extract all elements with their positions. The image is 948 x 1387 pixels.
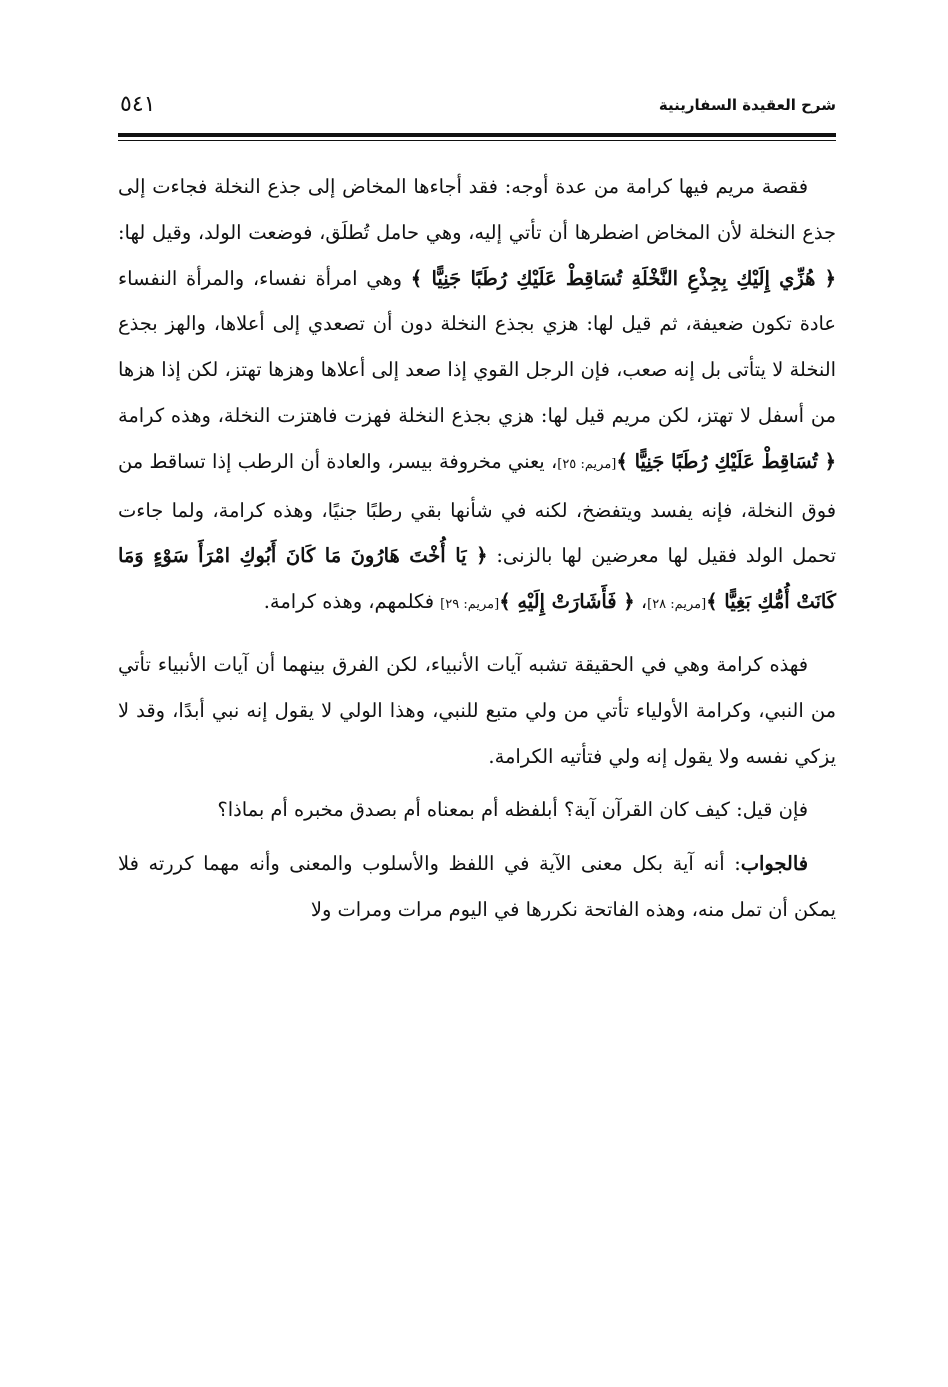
quran-quote: ﴿ هُزِّي إِلَيْكِ بِجِذْعِ النَّخْلَةِ تُسَاقِطْ عَلَيْكِ رُطَبًا جَنِيًّا ﴾ <box>410 266 837 290</box>
quran-quote: ﴿ فَأَشَارَتْ إِلَيْهِ ﴾ <box>499 590 635 614</box>
header-rule-thick <box>118 133 836 137</box>
verse-reference: [مريم: ٢٨] <box>647 597 707 613</box>
paragraph-maryam-story <box>118 164 836 628</box>
page-number: ٥٤١ <box>120 92 156 117</box>
text-run: وهي امرأة نفساء، والمرأة النفساء عادة تكون ضعيفة، ثم قيل لها: هزي بجذع النخلة دون أن تصعدي إلى أعلاها، والهز بجذع النخلة لا يتأتى بل إنه صعب، فإن الرجل القوي إذا صعد إلى أعلاها وهزها تهتز، لكن إذا هزها من أسفل لا تهتز، لكن مريم قيل لها: هزي بجذع النخلة فهزت فاهتزت النخلة، وهذه كرامة <box>118 266 836 427</box>
quran-quote: ﴿ تُسَاقِطْ عَلَيْكِ رُطَبًا جَنِيًّا ﴾ <box>616 449 837 473</box>
header-rule-thin <box>118 140 836 141</box>
text-run: ، <box>634 590 648 614</box>
verse-reference: [مريم: ٢٩] <box>440 597 500 613</box>
running-title: شرح العقيدة السفارينية <box>658 96 836 114</box>
answer-lead: فالجواب <box>740 852 808 876</box>
paragraph-karamah-vs-ayah: فهذه كرامة وهي في الحقيقة تشبه آيات الأنبياء، لكن الفرق بينهما أن آيات الأنبياء تأتي من النبي، وكرامة الأولياء تأتي من ولي متبع للنبي، وهذا الولي لا يقول إنه نبي أبدًا، وقد لا يزكي نفسه ولا يقول إنه ولي فتأتيه الكرامة. <box>118 652 836 768</box>
page-header <box>118 92 836 128</box>
paragraph-question: فإن قيل: كيف كان القرآن آية؟ أبلفظه أم بمعناه أم بصدق مخبره أم بماذا؟ <box>217 798 808 822</box>
quran-quote: ﴿ يَا أُخْتَ هَارُونَ مَا كَانَ أَبُوكِ امْرَأَ سَوْءٍ وَمَا كَانَتْ أُمُّكِ بَغِيًّا ﴾ <box>118 544 836 614</box>
paragraph-answer <box>118 841 836 933</box>
verse-reference: [مريم: ٢٥] <box>557 456 617 472</box>
body-text <box>118 164 836 933</box>
text-run: ، يعني مخروفة بيسر، والعادة أن الرطب إذا تساقط من فوق النخلة، فإنه يفسد ويتفضخ، لكنه في شأنها بقي رطبًا جنيًا، وهذه كرامة، ولما جاءت تحمل الولد فقيل لها معرضين لها بالزنى: <box>118 449 836 568</box>
text-run: : أنه آية بكل معنى الآية في اللفظ والأسلوب والمعنى وأنه مهما كررته فلا يمكن أن تمل منه، وهذه الفاتحة نكررها في اليوم مرات ومرات ولا <box>118 852 836 921</box>
text-run: فكلمهم، وهذه كرامة. <box>263 590 441 614</box>
text-run: فقصة مريم فيها كرامة من عدة أوجه: فقد أجاءها المخاض إلى جذع النخلة فجاءت إلى جذع النخلة لأن المخاض اضطرها أن تأتي إليه، وهي حامل تُطلَق، فوضعت الولد، وقيل لها: <box>118 175 836 244</box>
